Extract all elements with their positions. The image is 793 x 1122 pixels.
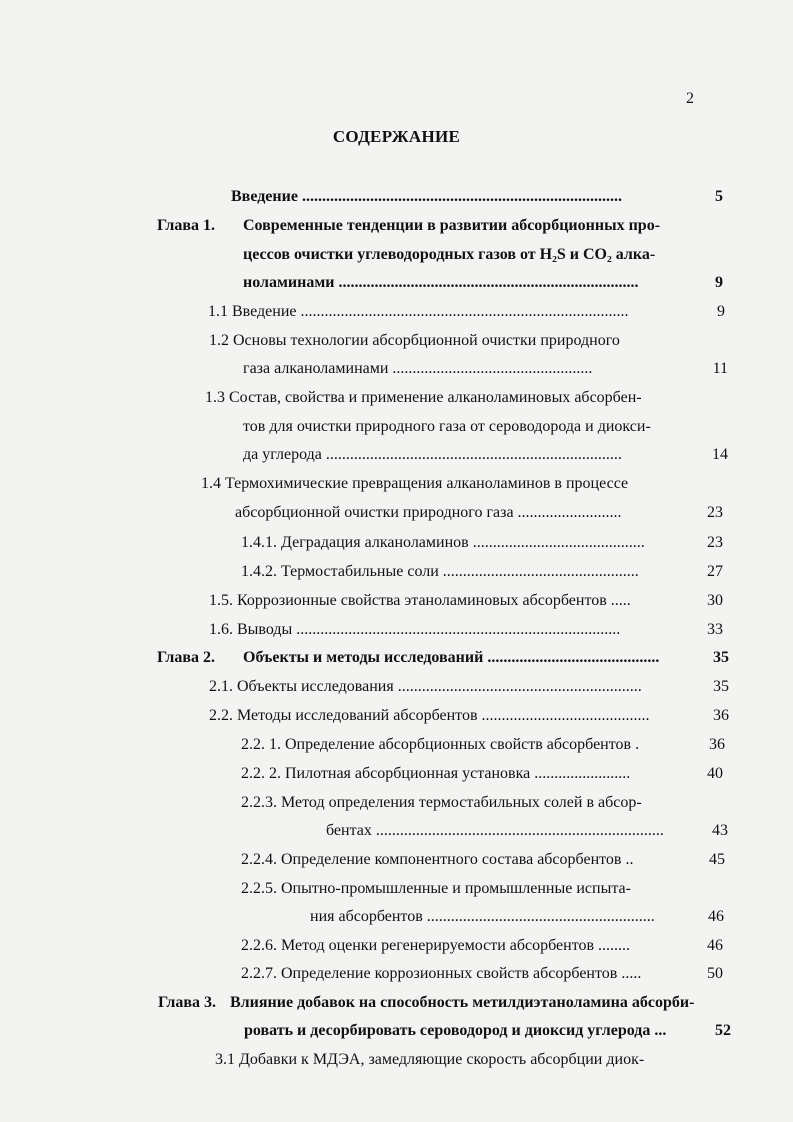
toc-entry-1-3-line-3: да углерода .......................................................................... <box>243 446 622 463</box>
chapter-2-page: 35 <box>713 649 729 666</box>
chapter-1-title-line-1: Современные тенденции в развитии абсорбционных про- <box>243 217 661 234</box>
toc-entry-2-2-3-line-1: 2.2.3. Метод определения термостабильных солей в абсор- <box>241 794 642 811</box>
toc-entry-2-2-page: 36 <box>713 707 729 724</box>
chapter-3-page: 52 <box>715 1022 731 1039</box>
toc-entry-2-2: 2.2. Методы исследований абсорбентов .......................................... <box>209 707 650 724</box>
toc-entry-2-2-7: 2.2.7. Определение коррозионных свойств абсорбентов ..... <box>241 965 642 982</box>
toc-entry-1-4-line-1: 1.4 Термохимические превращения алканоламинов в процессе <box>201 475 629 492</box>
toc-entry-2-1: 2.1. Объекты исследования ............................................................. <box>209 678 642 695</box>
toc-entry-2-2-4: 2.2.4. Определение компонентного состава абсорбентов .. <box>241 851 634 868</box>
toc-entry-1-2-page: 11 <box>712 360 728 377</box>
chapter-3-title-line-1: Влияние добавок на способность метилдиэтаноламина абсорби- <box>230 994 695 1011</box>
toc-entry-2-2-3-page: 43 <box>712 822 728 839</box>
page-number: 2 <box>686 90 694 107</box>
toc-entry-1-4-line-2: абсорбционной очистки природного газа .......................... <box>235 504 622 521</box>
toc-entry-3-1: 3.1 Добавки к МДЭА, замедляющие скорость абсорбции диок- <box>215 1051 645 1068</box>
toc-entry-1-2-line-1: 1.2 Основы технологии абсорбционной очистки природного <box>209 332 620 349</box>
toc-entry-2-2-3-line-2: бентах ........................................................................ <box>326 822 664 839</box>
toc-entry-1-4-2-page: 27 <box>707 563 723 580</box>
chapter-1-title-line-2: цессов очистки углеводородных газов от H₂S и CO₂ алка- <box>243 246 656 263</box>
toc-entry-2-2-2-page: 40 <box>707 765 723 782</box>
toc-entry-1-4-1: 1.4.1. Деградация алканоламинов ........................................... <box>241 534 645 551</box>
toc-entry-2-2-2: 2.2. 2. Пилотная абсорбционная установка ........................ <box>241 765 631 782</box>
toc-entry-1-6: 1.6. Выводы ................................................................................. <box>209 621 621 638</box>
toc-entry-2-2-1-page: 36 <box>709 736 725 753</box>
toc-intro-page: 5 <box>715 188 723 205</box>
toc-entry-1-5: 1.5. Коррозионные свойства этаноламиновых абсорбентов ..... <box>209 592 631 609</box>
chapter-3-label: Глава 3. <box>158 994 216 1011</box>
toc-entry-2-2-5-page: 46 <box>708 908 724 925</box>
toc-entry-2-2-5-line-1: 2.2.5. Опытно-промышленные и промышленные испыта- <box>241 880 631 897</box>
toc-entry-2-1-page: 35 <box>713 678 729 695</box>
toc-entry-1-4-page: 23 <box>707 504 723 521</box>
toc-entry-1-2-line-2: газа алканоламинами .................................................. <box>243 360 593 377</box>
toc-entry-1-4-1-page: 23 <box>707 534 723 551</box>
chapter-3-title-line-2: ровать и десорбировать сероводород и диоксид углерода ... <box>244 1022 667 1039</box>
toc-entry-1-3-page: 14 <box>712 446 728 463</box>
toc-intro: Введение ................................................................................ <box>231 188 622 205</box>
chapter-2-label: Глава 2. <box>157 649 215 666</box>
chapter-1-label: Глава 1. <box>157 217 215 234</box>
toc-entry-2-2-1: 2.2. 1. Определение абсорбционных свойств абсорбентов . <box>241 736 640 753</box>
toc-entry-2-2-5-line-2: ния абсорбентов ......................................................... <box>310 908 655 925</box>
toc-entry-1-3-line-1: 1.3 Состав, свойства и применение алканоламиновых абсорбен- <box>205 389 642 406</box>
toc-entry-1-1: 1.1 Введение .................................................................................. <box>208 303 629 320</box>
toc-entry-1-1-page: 9 <box>717 303 725 320</box>
chapter-2-title: Объекты и методы исследований ........................................... <box>243 649 660 666</box>
page-title: СОДЕРЖАНИЕ <box>332 127 461 146</box>
toc-entry-2-2-4-page: 45 <box>709 851 725 868</box>
chapter-1-page: 9 <box>715 274 723 291</box>
toc-entry-1-6-page: 33 <box>707 621 723 638</box>
toc-entry-1-4-2: 1.4.2. Термостабильные соли ................................................. <box>241 563 639 580</box>
toc-entry-2-2-6: 2.2.6. Метод оценки регенерируемости абсорбентов ........ <box>241 937 631 954</box>
toc-entry-1-5-page: 30 <box>707 592 723 609</box>
chapter-1-title-line-3: ноламинами ........................................................................... <box>243 274 639 291</box>
toc-entry-2-2-7-page: 50 <box>707 965 723 982</box>
toc-entry-1-3-line-2: тов для очистки природного газа от сероводорода и диокси- <box>243 418 651 435</box>
toc-entry-2-2-6-page: 46 <box>707 937 723 954</box>
